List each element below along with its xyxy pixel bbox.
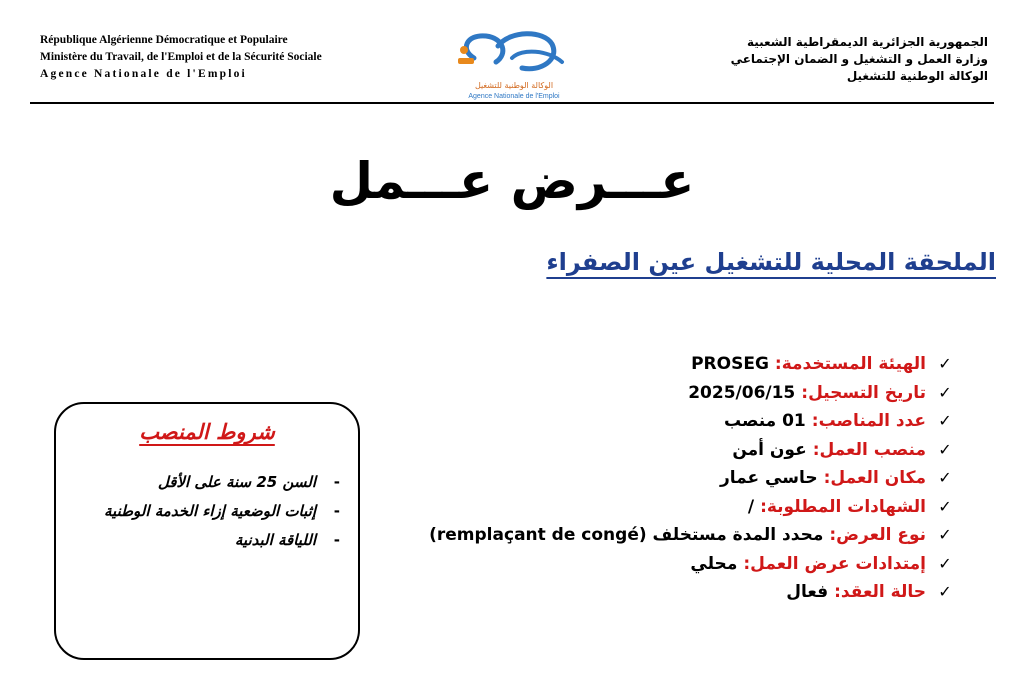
detail-value: عون أمن	[732, 439, 807, 460]
agency-logo	[452, 28, 576, 104]
detail-value: /	[747, 496, 755, 517]
detail-value: 01 منصب	[723, 411, 806, 431]
detail-job-title	[356, 436, 956, 465]
detail-label: الشهادات المطلوبة:	[760, 496, 926, 517]
check-icon: ✓	[938, 582, 952, 601]
dash-icon: -	[333, 531, 340, 549]
detail-label: حالة العقد:	[834, 582, 926, 602]
check-icon: ✓	[938, 468, 952, 487]
page-title: عـــرض عـــمل	[329, 152, 695, 210]
header-fr-line-1: République Algérienne Démocratique et Populaire	[40, 34, 288, 46]
header-ar-line-1: الجمهورية الجزائرية الديمقراطية الشعبية	[746, 35, 988, 49]
detail-label: تاريخ التسجيل:	[801, 382, 926, 403]
header-fr-line-2: Ministère du Travail, de l'Emploi et de la Sécurité Sociale	[40, 51, 322, 63]
logo-caption-ar: الوكالة الوطنية للتشغيل	[474, 81, 554, 90]
detail-offer-type	[356, 521, 956, 550]
conditions-list	[70, 468, 340, 555]
header-fr-line-3: Agence Nationale de l'Emploi	[40, 68, 247, 80]
detail-positions-count	[356, 407, 956, 436]
detail-contract-status	[356, 578, 956, 607]
dash-icon: -	[333, 473, 340, 491]
header-ar-line-2: وزارة العمل و التشغيل و الضمان الإجتماعي	[730, 52, 988, 66]
check-icon: ✓	[938, 496, 952, 516]
agency-name: الملحقة المحلية للتشغيل عين الصفراء	[546, 248, 996, 276]
conditions-title: شروط المنصب	[139, 420, 275, 444]
condition-item	[70, 497, 340, 526]
condition-text: السن 25 سنة على الأقل	[157, 473, 316, 491]
detail-value: محدد المدة مستخلف (remplaçant de congé)	[429, 525, 824, 545]
detail-value: PROSEG	[691, 354, 769, 374]
detail-diplomas	[356, 493, 956, 522]
detail-work-location	[356, 464, 956, 493]
check-icon: ✓	[938, 439, 952, 459]
detail-label: مكان العمل:	[823, 468, 926, 488]
detail-label: عدد المناصب:	[811, 411, 926, 431]
anem-logo-icon	[452, 28, 576, 80]
check-icon: ✓	[938, 525, 952, 544]
detail-registration-date	[356, 379, 956, 408]
condition-text: اللياقة البدنية	[234, 531, 316, 549]
condition-item	[70, 468, 340, 497]
header-divider	[30, 102, 994, 104]
check-icon: ✓	[938, 354, 952, 373]
header-french	[40, 32, 440, 83]
header-arabic	[588, 34, 988, 85]
check-icon: ✓	[938, 382, 952, 402]
detail-value: 2025/06/15	[688, 382, 796, 403]
detail-label: إمتدادات عرض العمل:	[743, 553, 926, 574]
job-conditions-box	[54, 402, 360, 660]
detail-value: حاسي عمار	[719, 468, 818, 488]
header-ar-line-3: الوكالة الوطنية للتشغيل	[846, 69, 988, 83]
detail-label: نوع العرض:	[829, 525, 926, 545]
detail-label: الهيئة المستخدمة:	[774, 354, 926, 374]
check-icon: ✓	[938, 553, 952, 573]
job-details-list	[356, 350, 956, 607]
check-icon: ✓	[938, 411, 952, 430]
detail-value: فعال	[786, 582, 829, 602]
detail-offer-scope	[356, 550, 956, 579]
detail-value: محلي	[690, 553, 738, 574]
condition-text: إثبات الوضعية إزاء الخدمة الوطنية	[104, 502, 316, 520]
detail-employer	[356, 350, 956, 379]
detail-label: منصب العمل:	[812, 439, 926, 460]
condition-item	[70, 526, 340, 555]
logo-caption-fr: Agence Nationale de l'Emploi	[468, 93, 560, 100]
dash-icon: -	[333, 502, 340, 520]
